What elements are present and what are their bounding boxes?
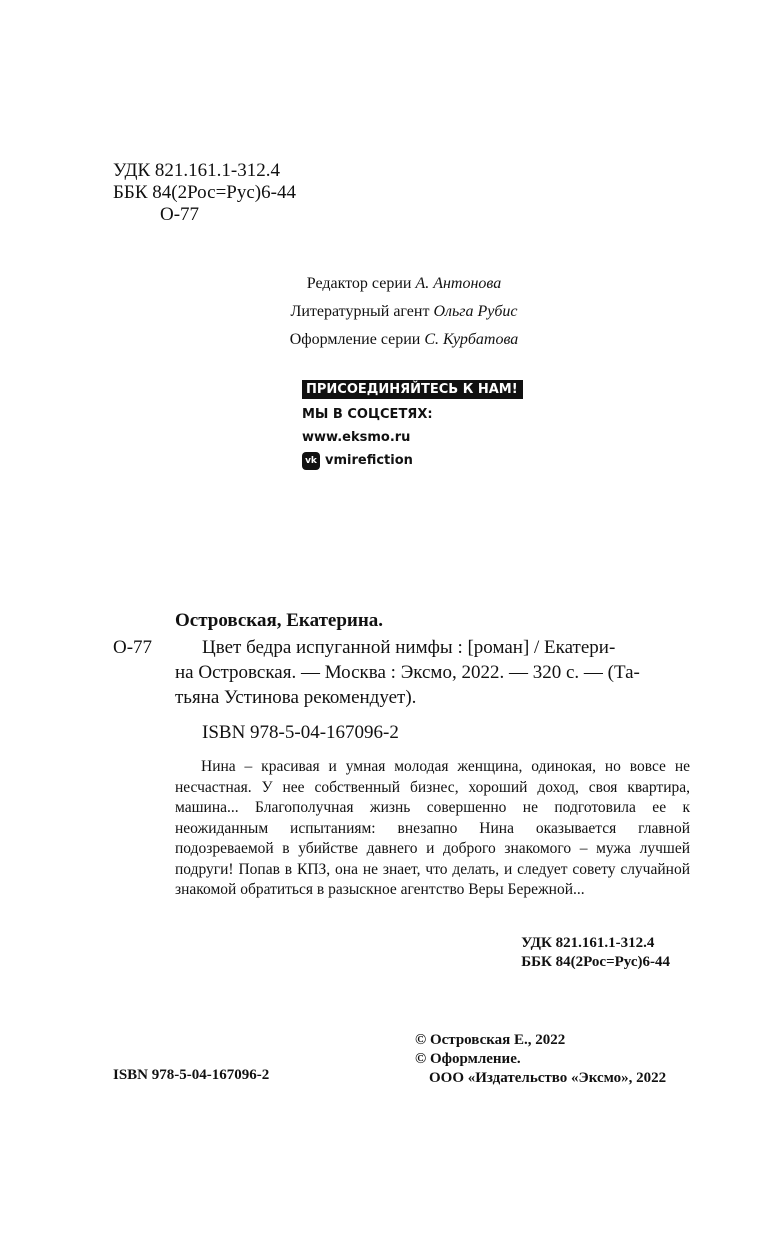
author-heading: Островская, Екатерина. bbox=[175, 610, 384, 631]
series-editor-line bbox=[0, 270, 768, 298]
description-line: на Островская. — Москва : Эксмо, 2022. — 320 с. — (Та- bbox=[175, 662, 640, 683]
series-design-name: С. Курбатова bbox=[424, 331, 519, 348]
vk-link[interactable] bbox=[302, 449, 523, 473]
bbk-code-bottom: ББК 84(2Рос=Рус)6-44 bbox=[521, 954, 670, 970]
social-block bbox=[302, 382, 523, 473]
udk-code: УДК 821.161.1-312.4 bbox=[113, 160, 280, 181]
website-link[interactable]: www.eksmo.ru bbox=[302, 430, 411, 445]
author-mark: О-77 bbox=[160, 204, 200, 225]
copyright-block bbox=[415, 1031, 666, 1088]
literary-agent-label: Литературный агент bbox=[290, 303, 430, 320]
series-editor-label: Редактор серии bbox=[306, 275, 412, 292]
annotation bbox=[175, 757, 690, 901]
copyright-design: © Оформление. bbox=[415, 1051, 521, 1067]
series-design-line bbox=[0, 326, 768, 354]
literary-agent-name: Ольга Рубис bbox=[433, 303, 518, 320]
bib-isbn: ISBN 978-5-04-167096-2 bbox=[202, 722, 399, 743]
bbk-code: ББК 84(2Рос=Рус)6-44 bbox=[113, 182, 296, 203]
bib-author-mark: О-77 bbox=[113, 637, 153, 658]
vk-handle: vmirefiction bbox=[325, 453, 413, 468]
publisher: ООО «Издательство «Эксмо», 2022 bbox=[429, 1070, 667, 1086]
series-editor-name: А. Антонова bbox=[415, 275, 502, 292]
credits-block bbox=[0, 270, 768, 354]
series-design-label: Оформление серии bbox=[289, 331, 421, 348]
annotation-text: Нина – красивая и умная молодая женщина, одинокая, но вовсе не несчастная. У нее собственный бизнес, хороший доход, своя квартира, машина... Благополучная жизнь совершенно не подготовила ее к неожиданным испытаниям: внезапно Нина оказывается главной подозреваемой в убийстве давнего и доброго знакомого – мужа лучшей подруги! Попав в КПЗ, она не знает, что делать, и следует совету случайной знакомой обратиться в разыскное агентство Веры Бережной... bbox=[175, 758, 690, 898]
description-line: тьяна Устинова рекомендует). bbox=[175, 687, 417, 708]
social-networks-label: МЫ В СОЦСЕТЯХ: bbox=[302, 407, 433, 422]
literary-agent-line bbox=[0, 298, 768, 326]
classification-top bbox=[113, 160, 296, 226]
join-banner: ПРИСОЕДИНЯЙТЕСЬ К НАМ! bbox=[302, 380, 523, 399]
classification-bottom bbox=[521, 934, 670, 972]
copyright-author: © Островская Е., 2022 bbox=[415, 1032, 566, 1048]
footer-isbn: ISBN 978-5-04-167096-2 bbox=[113, 1067, 270, 1083]
vk-icon: vk bbox=[302, 452, 320, 470]
udk-code-bottom: УДК 821.161.1-312.4 bbox=[521, 935, 655, 951]
description-line: Цвет бедра испуганной нимфы : [роман] / Екатери- bbox=[202, 637, 616, 658]
bib-description bbox=[175, 635, 640, 710]
